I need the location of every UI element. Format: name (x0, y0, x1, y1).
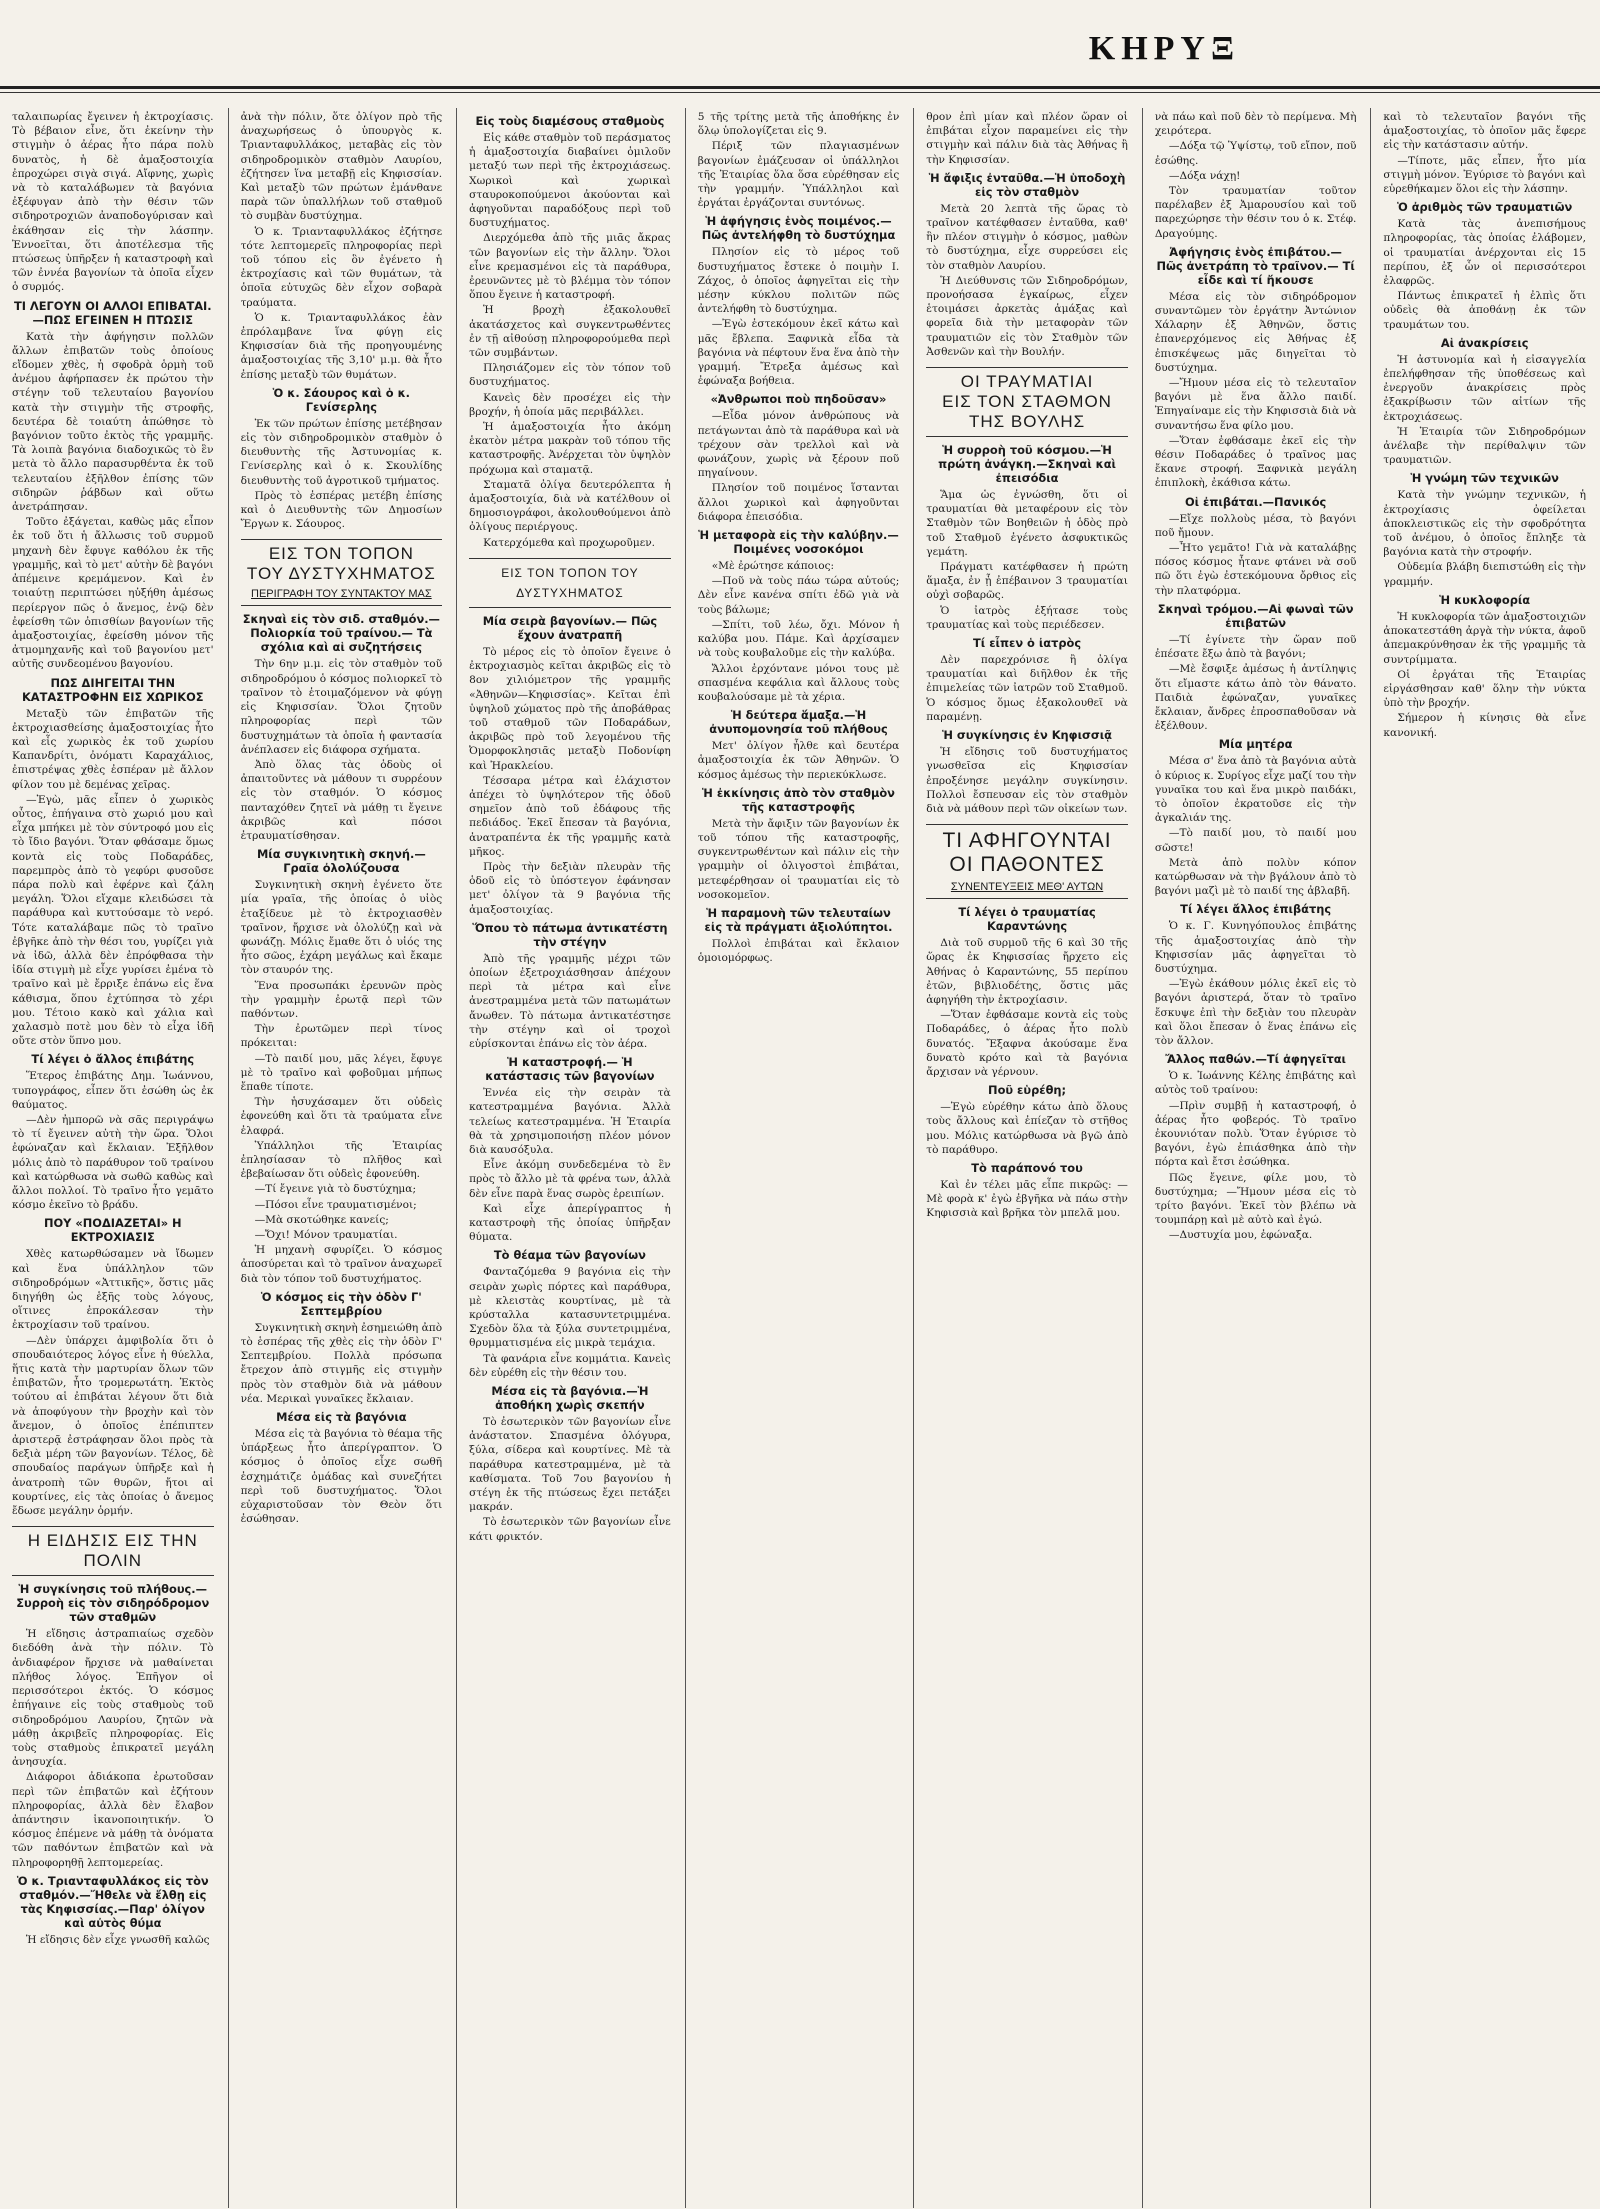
article-paragraph: —Δόξα τῷ Ὑψίστῳ, τοῦ εἴπον, ποῦ ἐσώθης. (1154, 140, 1357, 167)
article-paragraph: Ἡ Διεύθυνσις τῶν Σιδηροδρόμων, προνοήσασα ἐγκαίρως, εἶχεν ἑτοιμάσει ἀρκετὰς ἁμάξας καὶ φορεῖα διὰ τὴν μεταφορὰν τῶν τραυματιῶν εἰς τὸν Σταθμὸν τῶν Ἀσθενῶν καὶ τὴν Βουλήν. (926, 274, 1128, 358)
section-subheading: Ἡ ἄφιξις ἐνταῦθα.—Ἡ ὑποδοχὴ εἰς τὸν σταθμὸν (928, 170, 1126, 199)
article-paragraph: —Τί ἔγεινε γιὰ τὸ δυστύχημα; (254, 1183, 417, 1196)
section-subheading: Τὸ θέαμα τῶν βαγονίων (493, 1248, 646, 1263)
masthead-rule-thin (0, 92, 1600, 93)
article-paragraph: Πρὸς τὸ ἑσπέρας μετέβη ἐπίσης καὶ ὁ Διευθυντὴς τῶν Δημοσίων Ἔργων κ. Σάουρος. (240, 489, 443, 531)
section-subheading: Τὸ παράπονό του (971, 1160, 1083, 1175)
article-paragraph: Μεταξὺ τῶν ἐπιβατῶν τῆς ἐκτροχιασθείσης ἀμαξοστοιχίας ἦτο καὶ εἷς χωρικὸς ἐκ τοῦ χωρίου Καπανδρίτι, ὀνόματι Καραχάλιος, ἐπιστρέψας χθὲς ἐσπέραν μὲ ἄλλον φίλον του μὲ δεμένας χεῖρας. (12, 707, 214, 791)
article-paragraph: Τὴν ἡσυχάσαμεν ὅτι οὐδεὶς ἐφονεύθη καὶ ὅτι τὰ τραύματα εἶνε ἐλαφρά. (240, 1096, 443, 1137)
article-paragraph: Ἡ κυκλοφορία τῶν ἁμαξοστοιχιῶν ἀποκατεστάθη ἀργὰ τὴν νύκτα, ἀφοῦ ἀπεμακρύνθησαν ἐκ τῆς γραμμῆς τὰ συντρίμματα. (1383, 610, 1586, 666)
newspaper-title: ΚΗΡΥΞ (1088, 30, 1240, 67)
article-paragraph: Μετὰ 20 λεπτὰ τῆς ὥρας τὸ τραῖνον κατέφθασεν ἐνταῦθα, καθ' ἣν πλέον στιγμὴν ὁ κόσμος, μαθὼν τὸ δυστύχημα, εἶχε συρρεύσει εἰς τὸν σταθμὸν Λαυρίου. (926, 202, 1128, 272)
section-subheading: Τί εἶπεν ὁ ἰατρὸς (973, 636, 1082, 651)
section-subheading: Ὁ κόσμος εἰς τὴν ὁδὸν Γ' Σεπτεμβρίου (260, 1289, 422, 1318)
article-paragraph: Τὰ φανάρια εἶνε κομμάτια. Κανεὶς δὲν εὑρέθη εἰς τὴν θέσιν του. (469, 1352, 671, 1379)
article-paragraph: Μετὰ τὴν ἄφιξιν τῶν βαγονίων ἐκ τοῦ τόπου τῆς καταστροφῆς, συγκεντρωθέντων καὶ πάλιν εἰς τὴν γραμμὴν οἱ ὀλιγοστοὶ ἐπιβάται, μετεφέρθησαν οἱ τραυματίαι εἰς τὸ νοσοκομεῖον. (697, 817, 900, 901)
article-paragraph: Εἰς κάθε σταθμὸν τοῦ περάσματος ἡ ἁμαξοστοιχία διαβαίνει ὁμιλοῦν μεταξύ των περὶ τῆς ἐκτροχιάσεως. Χωρικοὶ καὶ χωρικαὶ σταυροκοπούμενοι ἀκούονται καὶ ἀφηγοῦνται παραδόξους περὶ τοῦ δυστυχήματος. (469, 132, 671, 230)
article-paragraph: Ὁ κ. Τριανταφυλλάκος ἐζήτησε τότε λεπτομερεῖς πληροφορίας περὶ τοῦ τόπου εἰς ὃν ἐγένετο ἡ ἐκτροχίασις καὶ τῶν θυμάτων, τὰ ὁποῖα εὐτυχῶς δὲν εἶχον σοβαρὰ τραύματα. (240, 225, 443, 309)
article-paragraph: —Ὅταν ἐφθάσαμε ἐκεῖ εἰς τὴν θέσιν Ποδαράδες ὁ τραῖνος μας ἔκανε στροφή. Ξαφνικὰ μεγάλη ἐπιπλοκὴ, ἐκάθισα κάτω. (1154, 434, 1357, 490)
article-paragraph: Πῶς ἔγεινε, φίλε μου, τὸ δυστύχημα; —Ἤμουν μέσα εἰς τὸ τρίτο βαγόνι. Ἐκεῖ τὸν βλέπω νὰ τουμπάρῃ καὶ μὲ αὐτὸ καὶ ἐγώ. (1154, 1171, 1357, 1227)
article-paragraph: —Ἐγὼ ἐκάθουν μόλις ἐκεῖ εἰς τὸ βαγόνι ἀριστερά, ὅταν τὸ τραῖνο ἔσκυψε ἐπὶ τὴν δεξιὰν του πλευρὰν καὶ ὅλοι ἔπεσαν ὁ ἕνας ἐπάνω εἰς τὸν ἄλλον. (1154, 978, 1357, 1047)
headline-line: ΤΟΥ ΔΥΣΤΥΧΗΜΑΤΟΣ (246, 564, 436, 584)
section-subheading: Ὁ κ. Τριανταφυλλάκος εἰς τὸν σταθμόν.—Ἤθελε νὰ ἔλθῃ εἰς τὰς Κηφισσίας.—Παρ' ὀλίγον καὶ αὐτὸς θύμα (16, 1873, 209, 1930)
section-subheading: Τί λέγει ὁ ἄλλος ἐπιβάτης (31, 1052, 195, 1067)
headline-line: ΟΙ ΤΡΑΥΜΑΤΙΑΙ (960, 372, 1094, 392)
article-paragraph: Οὐδεμία βλάβη διεπιστώθη εἰς τὴν γραμμήν. (1383, 561, 1586, 588)
article-paragraph: Χθὲς κατωρθώσαμεν νὰ ἴδωμεν καὶ ἕνα ὑπάλληλον τῶν σιδηροδρόμων «Ἀττικῆς», ὅστις μᾶς διηγήθη ὡς ἑξῆς τοὺς λόγους, οἵτινες ἐπροκάλεσαν τὴν ἐκτροχίασιν τοῦ τραίνου. (12, 1248, 214, 1332)
column-7 (1371, 108, 1600, 2208)
article-paragraph: Πάντως ἐπικρατεῖ ἡ ἐλπὶς ὅτι οὐδεὶς θὰ ἀποθάνῃ ἐκ τῶν τραυμάτων του. (1383, 290, 1586, 331)
article-paragraph: Ἡ εἴδησις τοῦ δυστυχήματος γνωσθεῖσα εἰς Κηφισσίαν ἐπροξένησε μεγάλην συγκίνησιν. Πολλοὶ ἔσπευσαν εἰς τὸν σταθμὸν διὰ νὰ μάθουν περὶ τῶν οἰκείων των. (926, 746, 1128, 815)
article-paragraph: —Ἤμουν μέσα εἰς τὸ τελευταῖον βαγόνι μὲ ἕνα ἄλλο παιδί. Ἐπηγαίναμε εἰς τὴν Κηφισσιὰ διὰ νὰ συναντήσω ἕνα φίλο μου. (1154, 377, 1357, 432)
section-subheading: Ἡ παραμονὴ τῶν τελευταίων εἰς τὰ πράγματι ἀξιολύπητοι. (704, 905, 893, 934)
headline-line: ΤΙ ΑΦΗΓΟΥΝΤΑΙ (942, 829, 1112, 853)
column-5 (914, 108, 1143, 2208)
section-subheading: Αἱ ἀνακρίσεις (1440, 335, 1529, 350)
section-subheading: Ἡ μεταφορὰ εἰς τὴν καλύβην.— Ποιμένες νοσοκόμοι (698, 528, 899, 557)
section-subheading: Ἡ κυκλοφορία (1439, 592, 1531, 607)
article-paragraph: Οἱ ἐργάται τῆς Ἑταιρίας εἰργάσθησαν καθ' ὅλην τὴν νύκτα ὑπὸ τὴν βροχήν. (1383, 668, 1586, 710)
article-paragraph: —Ὄχι! Μόνον τραυματίαι. (254, 1229, 398, 1241)
article-paragraph: Πολλοὶ ἐπιβάται καὶ ἔκλαιον ὁμοιομόρφως. (697, 937, 900, 965)
article-paragraph: —Ἐγὼ, μᾶς εἶπεν ὁ χωρικὸς οὗτος, ἐπήγαινα στὸ χωριό μου καὶ εἶχα μπήκει μὲ τὸν σύντροφό μου εἰς τὸ ἴδιο βαγόνι. Ὅταν φθάσαμε ὅμως κοντὰ εἰς τοὺς Ποδαράδες, παρεμπρὸς ἀπὸ τὸ γεφύρι φυσοῦσε πάρα πολὺ καὶ ἐφέρνε καὶ ζάλη μεγάλη. Ὅλοι εἴχαμε κλειδώσει τὰ παράθυρα καὶ κυττούσαμε τὸ νερό. Τότε καταλάβαμε πῶς τὸ τραῖνο ἐβγῆκε ἀπὸ τὴν θέσι του, γυρίζει γιὰ νὰ ἰδῶ, ἀλλὰ δὲν ἐπρόφθασα τὴν ἰδία στιγμὴ μὲ εἶχε γυρίσει ἐμένα τὸ τραῖνο καὶ μὲ ἔρριξε ἐπάνω εἰς ἕνα κάθισμα, ὅπου ἐχτύπησα τὸ χέρι μου. Τέτοιο κακὸ καὶ χάλια καὶ χαλασμὸ ποτὲ μου δὲν τὸ εἶχα ἰδῆ οὔτε στὸν ὕπνο μου. (12, 793, 214, 1048)
article-paragraph: —Εἶδα μόνον ἀνθρώπους νὰ πετάγωνται ἀπὸ τὰ παράθυρα καὶ νὰ τρέχουν σὰν τρελλοὶ καὶ νὰ φωνάζουν, χωρὶς νὰ ξέρουν ποῦ πηγαίνουν. (697, 410, 900, 480)
headline-subtitle: ΣΥΝΕΝΤΕΥΞΕΙΣ ΜΕΘ' ΑΥΤΩΝ (950, 881, 1104, 894)
article-paragraph: Διερχόμεθα ἀπὸ τῆς μιᾶς ἄκρας τῶν βαγονίων εἰς τὴν ἄλλην. Ὅλοι εἶνε κρεμασμένοι εἰς τὰ παράθυρα, ἐρευνῶντες μὲ τὸ βλέμμα τὸν τόπον ὅπου ἔγεινε ἡ καταστροφή. (469, 232, 671, 302)
article-paragraph: Δὲν παρεχρόνισε ἢ ὀλίγα τραυματίαι καὶ διῆλθον ἐκ τῆς ἐπιμελείας τῶν ἰατρῶν τοῦ Σταθμοῦ. Ὁ κόσμος ὅμως ἐξακολουθεῖ νὰ παραμένῃ. (926, 654, 1128, 723)
section-subheading: Ποῦ εὑρέθη; (988, 1083, 1067, 1098)
article-paragraph: Ἄλλοι ἐρχόντανε μόνοι τους μὲ σπασμένα κεφάλια καὶ ἄλλους τοὺς κουβαλούσαμε μὲ τὰ χέρια. (697, 662, 900, 703)
section-subheading: ΠΩΣ ΔΙΗΓΕΙΤΑΙ ΤΗΝ ΚΑΤΑΣΤΡΟΦΗΝ ΕΙΣ ΧΩΡΙΚΟΣ (21, 675, 204, 704)
article-paragraph: Ἅμα ὡς ἐγνώσθη, ὅτι οἱ τραυματίαι θὰ μεταφέρουν εἰς τὸν Σταθμὸν τῶν Βοηθειῶν ἡ ὁδὸς πρὸ τοῦ Σταθμοῦ ἐγένετο ἀσφυκτικῶς γεμάτη. (926, 489, 1128, 558)
headline-line: ΕΙΣ ΤΟΝ ΤΟΠΟΝ ΤΟΥ ΔΥΣΤΥΧΗΜΑΤΟΣ (501, 565, 639, 600)
article-paragraph: Μετ' ὀλίγον ἦλθε καὶ δευτέρα ἁμαξοστοιχία ἐκ τῶν Ἀθηνῶν. Ὁ κόσμος ἀμέσως τὴν περιεκύκλωσε. (697, 740, 900, 781)
article-paragraph: 5 τῆς τρίτης μετὰ τῆς ἀποθήκης ἐν ὅλῳ ὑπολογίζεται εἰς 9. (697, 111, 900, 138)
article-paragraph: καὶ τὸ τελευταῖον βαγόνι τῆς ἁμαξοστοιχίας, τὸ ὁποῖον μᾶς ἔφερε εἰς τὴν κατάστασιν αὐτήν. (1383, 111, 1586, 152)
section-subheading: Ἡ συγκίνησις τοῦ πλήθους.— Συρροὴ εἰς τὸν σιδηρόδρομον τῶν σταθμῶν (16, 1582, 210, 1625)
article-paragraph: Ἐννέα εἰς τὴν σειρὰν τὰ κατεστραμμένα βαγόνια. Ἀλλὰ τελείως κατεστραμμένα. Ἡ Ἑταιρία θὰ τὰ χρησιμοποιήσῃ πλέον μόνον διὰ καυσόξυλα. (469, 1087, 671, 1156)
article-paragraph: Πρὸς τὴν δεξιὰν πλευρὰν τῆς ὁδοῦ εἰς τὸ ὑπόστεγον ἐφάνησαν μετ' ὀλίγον τὰ 9 βαγόνια τῆς ἁμαξοστοιχίας. (469, 860, 671, 916)
article-paragraph: Διάφοροι ἀδιάκοπα ἐρωτοῦσαν περὶ τῶν ἐπιβατῶν καὶ ἐζήτουν πληροφορίας, ἀλλὰ δὲν ἔλαβον ἀπάντησιν ἱκανοποιητικήν. Ὁ κόσμος ἐπέμενε νὰ μάθῃ τὰ ὀνόματα τῶν παθόντων ἐπιβατῶν καὶ νὰ πληροφορηθῇ λεπτομερείας. (12, 1771, 214, 1869)
column-4 (686, 108, 915, 2208)
article-paragraph: —Εἴχε πολλοὺς μέσα, τὸ βαγόνι ποῦ ἤμουν. (1154, 512, 1357, 539)
article-paragraph: Καὶ ἐν τέλει μᾶς εἶπε πικρῶς: —Μὲ φορὰ κ' ἐγὼ ἐβγῆκα νὰ πάω στὴν Κηφισσιὰ καὶ βρῆκα τὸν μπελᾶ μου. (926, 1178, 1128, 1220)
article-paragraph: Πλησίον τοῦ ποιμένος ἵστανται ἄλλοι χωρικοὶ καὶ ἀφηγοῦνται διάφορα ἐπεισόδια. (697, 482, 900, 523)
article-paragraph: Εἶνε ἀκόμη συνδεδεμένα τὸ ἓν πρὸς τὸ ἄλλο μὲ τὰ φρένα των, ἀλλὰ δὲν εἶνε παρὰ ἕνας σωρὸς ἐρειπίων. (469, 1159, 671, 1200)
headline-line: ΕΙΣ ΤΟΝ ΤΟΠΟΝ (268, 544, 414, 564)
headline-subtitle: ΠΕΡΙΓΡΑΦΗ ΤΟΥ ΣΥΝΤΑΚΤΟΥ ΜΑΣ (251, 588, 432, 601)
section-subheading: Ἡ ἐκκίνησις ἀπὸ τὸν σταθμὸν τῆς καταστροφῆς (702, 785, 895, 814)
section-subheading: Ἄλλος παθών.—Τί ἀφηγεῖται (1165, 1052, 1346, 1067)
section-subheading: ΠΟΥ «ΠΟΔΙΑΖΕΤΑΙ» Η ΕΚΤΡΟΧΙΑΣΙΣ (43, 1216, 182, 1245)
section-subheading: Μία σειρὰ βαγονίων.— Πῶς ἔχουν ἀνατραπῆ (482, 613, 658, 642)
article-paragraph: —Ποῦ νὰ τοὺς πάω τώρα αὐτούς; Δὲν εἶνε κανένα σπίτι ἐδῶ γιὰ νὰ τοὺς βάλωμε; (697, 575, 900, 616)
article-paragraph: Ἡ μηχανὴ σφυρίζει. Ὁ κόσμος ἀποσύρεται καὶ τὸ τραῖνον ἀναχωρεῖ διὰ τὸν τόπον τοῦ δυστυχήματος. (240, 1244, 443, 1285)
article-paragraph: Μέσα εἰς τὰ βαγόνια τὸ θέαμα τῆς ὑπάρξεως ἦτο ἀπερίγραπτον. Ὁ κόσμος ὁ ὁποῖος εἶχε σωθῆ ἐσχημάτιζε ὁμάδας καὶ συνεζήτει περὶ τοῦ δυστυχήματος. Ὅλοι εὐχαριστοῦσαν τὸν Θεὸν ὅτι ἐσώθησαν. (240, 1428, 443, 1526)
article-paragraph: Τέσσαρα μέτρα καὶ ἐλάχιστον ἀπέχει τὸ ὑψηλότερον τῆς ὁδοῦ σημεῖον ἀπὸ τοῦ ἐδάφους τῆς πεδιάδος. Ἐκεῖ ἔπεσαν τὰ βαγόνια, ἀνατραπέντα ἐκ τῆς γραμμῆς κατὰ μῆκος. (469, 774, 671, 858)
article-paragraph: Ἕνα προσωπάκι ἐρευνῶν πρὸς τὴν γραμμὴν ἐρωτᾷ περὶ τῶν παθόντων. (240, 979, 443, 1020)
article-paragraph: Μέσα σ' ἕνα ἀπὸ τὰ βαγόνια αὐτὰ ὁ κύριος κ. Συρίγος εἶχε μαζί του τὴν γυναῖκα του καὶ ἕνα μικρὸ παιδάκι, τὸ ὁποῖον ἐκρατοῦσε εἰς τὴν ἀγκαλιάν της. (1154, 755, 1357, 825)
section-subheading: Μία μητέρα (1218, 737, 1293, 752)
article-paragraph: Τὸ ἐσωτερικὸν τῶν βαγονίων εἶνε κάτι φρικτόν. (469, 1516, 671, 1543)
article-paragraph: Πλησιάζομεν εἰς τὸν τόπον τοῦ δυστυχήματος. (469, 362, 671, 389)
section-subheading: Ἡ συρροὴ τοῦ κόσμου.—Ἡ πρώτη ἀνάγκη.—Σκηναὶ καὶ ἐπεισόδια (938, 443, 1116, 486)
section-headline (469, 558, 671, 608)
section-headline (926, 367, 1128, 437)
section-headline (241, 539, 443, 606)
article-paragraph: Ἕτερος ἐπιβάτης Δημ. Ἰωάννου, τυπογράφος, εἶπεν ὅτι ἐσώθη ὡς ἐκ θαύματος. (12, 1070, 214, 1111)
section-subheading: Ὅπου τὸ πάτωμα ἀντικατέστη τὴν στέγην (472, 920, 668, 949)
article-paragraph: —Μὰ σκοτώθηκε κανείς; (254, 1213, 389, 1226)
section-subheading: Ὁ κ. Σάουρος καὶ ὁ κ. Γενίσερλης (272, 385, 411, 414)
article-paragraph: Ἡ βροχὴ ἐξακολουθεῖ ἀκατάσχετος καὶ συγκεντρωθέντες ἐν τῇ αἰθούσῃ πληροφορούμεθα περὶ τῶν συμβάντων. (469, 304, 671, 360)
article-paragraph: Πλησίον εἰς τὸ μέρος τοῦ δυστυχήματος ἔστεκε ὁ ποιμὴν Ι. Ζάχος, ὁ ὁποῖος ἀφηγεῖται εἰς τὴν μέσην κύκλου πολιτῶν πῶς ἀντελήφθη τὸ δυστύχημα. (697, 246, 900, 316)
article-paragraph: Σήμερον ἡ κίνησις θὰ εἶνε κανονική. (1383, 712, 1586, 739)
article-paragraph: —Τὸ παιδί μου, μᾶς λέγει, ἔφυγε μὲ τὸ τραῖνο καὶ φοβοῦμαι μήπως ἔπαθε τίποτε. (240, 1052, 443, 1093)
article-paragraph: —Δόξα νάχῃ! (1168, 169, 1241, 182)
article-paragraph: —Πρὶν συμβῇ ἡ καταστροφή, ὁ ἀέρας ἦτο φοβερός. Τὸ τραῖνο ἐκουνιόταν πολὺ. Ὅταν ἐγύρισε τὸ βαγόνι, ἐγὼ ἐπιάσθηκα ἀπὸ τὴν πόρτα καὶ ἔτσι ἐσώθηκα. (1154, 1099, 1357, 1169)
section-subheading: Ὁ ἀριθμὸς τῶν τραυματιῶν (1397, 200, 1573, 215)
article-paragraph: Ἀπὸ ὅλας τὰς ὁδοὺς οἱ ἀπαιτοῦντες νὰ μάθουν τι συρρέουν εἰς τὸν σταθμόν. Ὁ κόσμος πανταχόθεν ζητεῖ νὰ μάθῃ τι ἔγεινε ἀκριβῶς καὶ πόσοι ἐτραυματίσθησαν. (240, 758, 443, 842)
headline-line: Η ΕΙΔΗΣΙΣ ΕΙΣ ΤΗΝ ΠΟΛΙΝ (27, 1531, 198, 1571)
article-paragraph: Κατὰ τὴν γνώμην τεχνικῶν, ἡ ἐκτροχίασις ὀφείλεται ἀποκλειστικῶς εἰς τὴν σφοδρότητα τοῦ ἀνέμου, ὁ ὁποῖος ἔπληξε τὰ βαγόνια κατὰ τὴν στροφήν. (1383, 489, 1586, 559)
article-paragraph: Διὰ τοῦ συρμοῦ τῆς 6 καὶ 30 τῆς ὥρας ἐκ Κηφισσίας ἤρχετο εἰς Ἀθήνας ὁ Καραντώνης, 55 περίπου ἐτῶν, βιβλιοδέτης, ὅστις μᾶς ἀφηγήθη τὴν ἐκτροχίασιν. (926, 937, 1128, 1006)
section-subheading: Εἰς τοὺς διαμέσους σταθμοὺς (475, 114, 665, 128)
article-paragraph: Καὶ εἶχε ἀπερίγραπτος ἡ καταστροφὴ τῆς ὁποίας ὑπῆρξαν θύματα. (469, 1202, 671, 1244)
article-paragraph: Σταματᾶ ὀλίγα δευτερόλεπτα ἡ ἁμαξοστοιχία, διὰ νὰ κατέλθουν οἱ δημοσιογράφοι, ἀκολουθούμενοι ἀπὸ ὀλίγους περιέργους. (469, 478, 671, 534)
article-paragraph: θρον ἐπὶ μίαν καὶ πλέον ὥραν οἱ ἐπιβάται εἶχον παραμείνει εἰς τὴν στιγμὴν καὶ πάλιν διὰ τὰς Ἀθήνας ἢ τὴν Κηφισσίαν. (926, 111, 1128, 166)
section-subheading: Ἡ γνώμη τῶν τεχνικῶν (1410, 471, 1559, 486)
article-paragraph: —Τί ἐγίνετε τὴν ὥραν ποῦ ἐπέσατε ἔξω ἀπὸ τὰ βαγόνι; (1154, 633, 1357, 661)
article-paragraph: Πράγματι κατέφθασεν ἡ πρώτη ἅμαξα, ἐν ᾗ ἐπέβαινον 3 τραυματίαι οὐχὶ σοβαρῶς. (926, 561, 1128, 602)
article-paragraph: —Τίποτε, μᾶς εἶπεν, ἦτο μία στιγμὴ μόνον. Ἐγύρισε τὸ βαγόνι καὶ εὑρεθήκαμεν ὅλοι εἰς τὴν λάσπην. (1383, 154, 1586, 196)
headline-line: ΕΙΣ ΤΟΝ ΣΤΑΘΜΟΝ ΤΗΣ ΒΟΥΛΗΣ (942, 392, 1112, 432)
article-paragraph: —Ὅταν ἐφθάσαμε κοντὰ εἰς τοὺς Ποδαράδες, ὁ ἀέρας ἦτο πολὺ δυνατός. Ἔξαφνα ἀκούσαμε ἕνα δυνατὸ κρότο καὶ τὰ βαγόνια ἄρχισαν νὰ γέρνουν. (926, 1009, 1128, 1078)
article-paragraph: Ὁ κ. Γ. Κυνηγόπουλος ἐπιβάτης τῆς ἁμαξοστοιχίας ἀπὸ τὴν Κηφισσίαν μᾶς ἀφηγεῖται τὸ δυστύχημα. (1154, 920, 1357, 975)
article-paragraph: —Σπίτι, τοῦ λέω, ὄχι. Μόνον ἡ καλύβα μου. Πάμε. Καὶ ἀρχίσαμεν νὰ τοὺς κουβαλοῦμε εἰς τὴν καλύβα. (697, 618, 900, 660)
article-paragraph: Τὸ ἐσωτερικὸν τῶν βαγονίων εἶνε ἀνάστατον. Σπασμένα ὁλόγυρα, ξύλα, σίδερα καὶ κουρτίνες. Μὲ τὰ παράθυρα κατεστραμμένα, μὲ τὰ καθίσματα. Τοῦ 7ου βαγονίου ἡ στέγη ἐκ τῆς πτώσεως ἔχει πετάξει μακράν. (469, 1416, 671, 1514)
article-paragraph: —Δὲν ἠμπορῶ νὰ σᾶς περιγράψω τὸ τί ἔγεινεν αὐτὴ τὴν ὥρα. Ὅλοι ἐφώναζαν καὶ ἔκλαιαν. Ἐξῆλθον μόλις ἀπὸ τὸ παράθυρον τοῦ τραίνου καὶ κατώρθωσα νὰ σωθῶ καθὼς καὶ ἄλλοι πολλοί. Τὸ τραῖνο ἦτο γεμᾶτο κόσμο ἐκεῖνο τὸ βράδυ. (12, 1114, 214, 1212)
article-paragraph: —Πόσοι εἶνε τραυματισμένοι; (254, 1198, 417, 1211)
masthead (0, 0, 1600, 112)
article-paragraph: Τὸ μέρος εἰς τὸ ὁποῖον ἔγεινε ὁ ἐκτροχιασμὸς κεῖται ἀκριβῶς εἰς τὸ 8ον χιλιόμετρον τῆς γραμμῆς «Ἀθηνῶν—Κηφισσίας». Κεῖται ἐπὶ ὑψηλοῦ χώματος πρὸ τῆς ἀποβάθρας τοῦ σταθμοῦ τῶν Ποδαράδων, ἀκριβῶς πρὸ τοῦ λεγομένου τῆς Ὀμορφοκλησιᾶς μεταξὺ Ποδονίφη καὶ Ἠρακλείου. (469, 645, 671, 772)
article-paragraph: Τὴν 6ην μ.μ. εἰς τὸν σταθμὸν τοῦ σιδηροδρόμου ὁ κόσμος πολιορκεῖ τὸ τραῖνον τὸ ἑτοιμαζόμενον νὰ φύγῃ εἰς Κηφισσίαν. Ὅλοι ζητοῦν πληροφορίας περὶ τῶν δυστυχημάτων τὰ ὁποῖα ἡ φαντασία ἀνέπλασεν εἰς διάφορα σχήματα. (240, 658, 443, 756)
article-paragraph: Ἡ Ἑταιρία τῶν Σιδηροδρόμων ἀνέλαβε τὴν περίθαλψιν τῶν τραυματιῶν. (1383, 425, 1586, 467)
section-subheading: «Ἀνθρωποι ποὺ πηδοῦσαν» (710, 392, 887, 407)
article-paragraph: Τὸν τραυματίαν τοῦτον παρέλαβεν ἐξ Ἀμαρουσίου καὶ τοῦ παρεχώρησε τὴν θέσιν του ὁ κ. Στέφ. Δραγούμης. (1154, 185, 1357, 240)
article-paragraph: Κατὰ τὰς ἀνεπισήμους πληροφορίας, τὰς ὁποίας ἐλάβομεν, οἱ τραυματίαι ἀνέρχονται εἰς 15 περίπου, ἐξ ὧν οἱ περισσότεροι ἐλαφρῶς. (1383, 218, 1586, 288)
column-6 (1143, 108, 1372, 2208)
article-paragraph: —Δὲν ὑπάρχει ἀμφιβολία ὅτι ὁ σπουδαιότερος λόγος εἶνε ἡ θύελλα, ἥτις κατὰ τὴν μαρτυρίαν ὅλων τῶν ἐπιβατῶν, ἦτο τρομερωτάτη. Ἐκτὸς τούτου αἱ ἐπιβάται λέγουν ὅτι διὰ νὰ ἀποφύγουν τὴν βροχὴν καὶ τὸν ἄνεμον, ὁ ὁποῖος ἐπέπιπτεν ἀριστερᾷ ἐστράφησαν ὅλοι πρὸς τὰ δεξιὰ μέρη τῶν βαγονίων. Τέλος, δὲ σπουδαίος παράγων ὑπῆρξε καὶ ἡ ἀνατροπὴ τῶν θυρῶν, ἤτοι αἱ κουρτίνες, εἰς τὰς ὁποίας ὁ ἄνεμος ἔδωσε μεγάλην ὁρμήν. (12, 1334, 214, 1518)
article-paragraph: Κατὰ τὴν ἀφήγησιν πολλῶν ἄλλων ἐπιβατῶν τοὺς ὁποίους εἴδομεν χθὲς, ἡ σφοδρὰ ὁρμὴ τοῦ ἀνέμου ἀφήρπασεν ἐκ πρώτου τὴν στέγην τοῦ τελευταίου βαγονίου κατὰ τὴν στιγμὴν τῆς στροφῆς, δευτέρα δὲ τοιαύτη ἀπώθησε τὸ βαγόνιον τοῦτο ἐκτὸς τῆς γραμμῆς. Τὰ λοιπὰ βαγόνια διαδοχικῶς τὸ ἓν μετὰ τὸ ἄλλο παρασυρθέντα ἐκ τοῦ τελευταίου ἐξῆλθον ἐπίσης τῶν σιδηρῶν ῥάβδων καὶ οὕτω ἀνετράπησαν. (12, 330, 214, 514)
article-paragraph: —Τὸ παιδί μου, τὸ παιδί μου σῶστε! (1154, 827, 1357, 854)
section-subheading: Ἡ συγκίνησις ἐν Κηφισσιᾷ (942, 728, 1113, 743)
article-paragraph: Ὑπάλληλοι τῆς Ἑταιρίας ἐπλησίασαν τὸ πλῆθος καὶ ἐβεβαίωσαν ὅτι οὐδεὶς ἐφονεύθη. (240, 1139, 443, 1181)
article-paragraph: Συγκινητικὴ σκηνὴ ἐσημειώθη ἀπὸ τὸ ἑσπέρας τῆς χθὲς εἰς τὴν ὁδὸν Γ' Σεπτεμβρίου. Πολλὰ πρόσωπα ἔτρεχον ἀπὸ στιγμῆς εἰς στιγμὴν πρὸς τὸν σταθμὸν διὰ νὰ μάθουν νέα. Μερικαὶ γυναῖκες ἔκλαιαν. (240, 1321, 443, 1405)
article-paragraph: ταλαιπωρίας ἔγεινεν ἡ ἐκτροχίασις. Τὸ βέβαιον εἶνε, ὅτι ἐκείνην τὴν στιγμὴν ὁ ἀέρας ἦτο πάρα πολὺ δυνατὸς, ἡ δὲ ἀμαξοστοιχία ἐπροχώρει σιγὰ σιγά. Αἴφνης, χωρὶς νὰ τὸ καταλάβωμεν τὰ βαγόνια ἐξέφυγαν ἀπὸ τὴν θέσιν τῶν σιδηροτροχιῶν ἀναποδογύρισαν καὶ ἐκάθησαν εἰς τὴν λάσπην. Ἐννοεῖται, ὅτι ἀποτέλεσμα τῆς πτώσεως ὑπῆρξεν ἡ καταστροφὴ καὶ τῶν ἐννέα βαγονίων τὰ ὁποῖα εἶχεν ὁ συρμός. (12, 111, 214, 294)
section-subheading: Τί λέγει ἄλλος ἐπιβάτης (1180, 902, 1332, 917)
section-subheading: Ἀφήγησις ἑνὸς ἐπιβάτου.— Πῶς ἀνετράπη τὸ τραῖνον.— Τί εἶδε καὶ τί ἤκουσε (1156, 244, 1355, 287)
section-subheading: Ἡ καταστροφή.— Ἡ κατάστασις τῶν βαγονίων (485, 1055, 655, 1084)
article-paragraph: Ἐκ τῶν πρώτων ἐπίσης μετέβησαν εἰς τὸν σιδηροδρομικὸν σταθμὸν ὁ διευθυντὴς τῆς Ἀστυνομίας κ. Γενίσερλης καὶ ὁ κ. Σκουλίδης διευθυντὴς τοῦ ἀγροτικοῦ τμήματος. (240, 417, 443, 487)
article-paragraph: Ἡ ἀστυνομία καὶ ἡ εἰσαγγελία ἐπελήφθησαν τῆς ὑποθέσεως καὶ ἐνεργοῦν ἀνακρίσεις πρὸς ἐξακρίβωσιν τῶν αἰτίων τῆς ἐκτροχιάσεως. (1383, 353, 1586, 423)
column-1 (0, 108, 229, 2208)
article-paragraph: Κατερχόμεθα καὶ προχωροῦμεν. (483, 536, 656, 549)
section-subheading: Σκηναὶ τρόμου.—Αἱ φωναὶ τῶν ἐπιβατῶν (1157, 601, 1354, 630)
article-paragraph: —Ἐγὼ εὑρέθην κάτω ἀπὸ ὅλους τοὺς ἄλλους καὶ ἐπίεζαν τὸ στῆθος μου. Μόλις κατώρθωσα νὰ βγῶ ἀπὸ τὸ παράθυρο. (926, 1101, 1128, 1156)
column-2 (229, 108, 458, 2208)
section-subheading: ΤΙ ΛΕΓΟΥΝ ΟΙ ΑΛΛΟΙ ΕΠΙΒΑΤΑΙ.—ΠΩΣ ΕΓΕΙΝΕΝ Η ΠΤΩΣΙΣ (13, 298, 212, 327)
masthead-rule (0, 86, 1600, 89)
article-paragraph: «Μὲ ἐρώτησε κάποιος: (711, 560, 835, 573)
section-subheading: Οἱ ἐπιβάται.—Πανικός (1184, 494, 1327, 509)
article-paragraph: Ὁ κ. Τριανταφυλλάκος ἐὰν ἐπρόλαμβανε ἵνα φύγῃ εἰς Κηφισσίαν διὰ τῆς προηγουμένης ἁμαξοστοιχίας τῆς 3,10' μ.μ. θὰ ἦτο ἐπίσης μεταξὺ τῶν θυμάτων. (240, 311, 443, 381)
article-paragraph: Μετὰ ἀπὸ πολὺν κόπον κατώρθωσαν νὰ τὴν βγάλουν ἀπὸ τὸ βαγόνι μαζὶ μὲ τὸ παιδί της ἀβλαβῆ. (1154, 856, 1357, 898)
article-paragraph: Κανεὶς δὲν προσέχει εἰς τὴν βροχήν, ἡ ὁποία μᾶς περιβάλλει. (469, 391, 671, 418)
section-headline (926, 824, 1128, 899)
column-3 (457, 108, 686, 2208)
article-paragraph: —Δυστυχία μου, ἐφώναξα. (1168, 1229, 1313, 1242)
section-subheading: Τί λέγει ὁ τραυματίας Καραντώνης (958, 905, 1096, 934)
article-paragraph: ἀνὰ τὴν πόλιν, ὅτε ὀλίγον πρὸ τῆς ἀναχωρήσεως ὁ ὑπουργὸς κ. Τριανταφυλλάκος, μεταβὰς εἰς τὸν σιδηροδρομικὸν σταθμὸν Λαυρίου, ἐζήτησεν ἵνα μεταβῇ εἰς Κηφισσίαν. Καὶ μεταξὺ τῶν πρώτων ἐμάνθανε παρὰ τῶν ὑπαλλήλων τοῦ σταθμοῦ τὸ συμβὰν δυστύχημα. (240, 111, 443, 223)
article-columns (0, 108, 1600, 2208)
headline-line: ΟΙ ΠΑΘΟΝΤΕΣ (949, 853, 1105, 877)
article-paragraph: νὰ πάω καὶ ποῦ δὲν τὸ περίμενα. Μὴ χειρότερα. (1154, 111, 1357, 138)
article-paragraph: Πέριξ τῶν πλαγιασμένων βαγονίων ἐμάζευσαν οἱ ὑπάλληλοι τῆς Ἑταιρίας ὅλα ὅσα εὑρέθησαν εἰς τὴν γραμμήν. Ὑπάλληλοι καὶ ἐργάται ἐργάζονται συντόνως. (697, 140, 900, 210)
section-subheading: Σκηναὶ εἰς τὸν σιδ. σταθμόν.— Πολιορκία τοῦ τραίνου.— Τὰ σχόλια καὶ αἱ συζητήσεις (242, 612, 440, 655)
article-paragraph: Φανταζόμεθα 9 βαγόνια εἰς τὴν σειρὰν χωρὶς πόρτες καὶ παράθυρα, μὲ κλειστὰς κουρτίνας, μὲ τὰ κρύσταλλα κατασυντετριμμένα. Σχεδὸν ὅλα τὰ ξύλα συντετριμμένα, θρυμματισμένα εἰς μικρὰ τεμάχια. (469, 1266, 671, 1350)
section-subheading: Ἡ ἀφήγησις ἑνὸς ποιμένος.— Πῶς ἀντελήφθη τὸ δυστύχημα (701, 214, 896, 243)
article-paragraph: Τὴν ἐρωτῶμεν περὶ τίνος πρόκειται: (240, 1023, 443, 1050)
article-paragraph: Ἡ εἴδησις ἀστραπιαίως σχεδὸν διεδόθη ἀνὰ τὴν πόλιν. Τὸ ἀνδιαφέρον ἤρχισε νὰ μαθαίνεται πλήθος λόγος. Ἐπῆγον οἱ περισσότεροι ἐκτός. Ὁ κόσμος ἐπήγαινε εἰς τοὺς σταθμοὺς τοῦ σιδηροδρόμου Λαυρίου, ζητῶν νὰ μάθῃ ἀκριβεῖς πληροφορίας. Εἰς τοὺς σταθμοὺς ἐπικρατεῖ μεγάλη ἀνησυχία. (12, 1628, 214, 1769)
article-paragraph: —Ἐγὼ ἐστεκόμουν ἐκεῖ κάτω καὶ μᾶς ἔβλεπα. Ξαφνικὰ εἶδα τὰ βαγόνια νὰ πέφτουν ἕνα ἕνα ἀπὸ τὴν γραμμή. Ἔτρεξα ἀμέσως καὶ ἐφώναξα βοήθεια. (697, 318, 900, 388)
article-paragraph: Ἡ ἁμαξοστοιχία ἦτο ἀκόμη ἑκατὸν μέτρα μακρὰν τοῦ τόπου τῆς καταστροφῆς. Ἀνέρχεται τὸν ὑψηλὸν πρόχωμα καὶ σταματᾷ. (469, 421, 671, 476)
article-paragraph: Τοῦτο ἐξάγεται, καθὼς μᾶς εἶπον ἐκ τοῦ ὅτι ἡ ἄλλωσις τοῦ συρμοῦ μηχανὴ δὲν ἔφυγε καθόλου ἐκ τῆς γραμμῆς, καὶ τὸ μετ' αὐτὴν δὲ βαγόνι ἀπέμεινε κρεμάμενον. Καὶ ἐν τοιαύτῃ περιπτώσει ηὐξήθη ἀμέσως περίεργον πῶς ὁ ἄνεμος, ἐνῷ δὲν ἐφείσθη τῶν ὀπισθίων βαγονίων τῆς ἁμαξοστοιχίας, ἐφείσθη μόνον τῆς ἀτμομηχανῆς καὶ τοῦ βαγονίου μετ' αὐτῆς συνδεομένου βαγονίου. (12, 516, 214, 671)
article-paragraph: Ἀπὸ τῆς γραμμῆς μέχρι τῶν ὁποίων ἐξετροχιάσθησαν ἀπέχουν περὶ τὰ μέτρα καὶ εἶνε ἀνεστραμμένα μετὰ τῶν πατωμάτων ἄνωθεν. Τὸ πάτωμα ἀντικατέστησε τὴν στέγην καὶ οἱ τροχοὶ εὑρίσκονται ἐπάνω εἰς τὸν ἀέρα. (469, 952, 671, 1050)
article-paragraph: Συγκινητικὴ σκηνὴ ἐγένετο ὅτε μία γραῖα, τῆς ὁποίας ὁ υἱὸς ἐταξίδευε μὲ τὸ ἐκτροχιασθὲν τραῖνον, ἤρχισε νὰ ὀλολύζῃ καὶ νὰ φωνάζῃ. Μόλις ἔμαθε ὅτι ὁ υἱός της ἦτο σῶος, ἐχάρη μεγάλως καὶ ἔκαμε τὸν σταυρόν της. (240, 879, 443, 977)
section-subheading: Ἡ δεύτερα ἅμαξα.—Ἡ ἀνυπομονησία τοῦ πλήθους (709, 708, 888, 737)
article-paragraph: Ἡ εἴδησις δὲν εἶχε γνωσθῆ καλῶς (26, 1933, 210, 1946)
article-paragraph: —Ἦτο γεμᾶτο! Γιὰ νὰ καταλάβῃς πόσος κόσμος ἦτανε φτάνει νὰ σοῦ πῶ ὅτι ἐγὼ ἐστεκόμουνα ὄρθιος εἰς τὴν πλατφόρμα. (1154, 542, 1357, 597)
section-subheading: Μέσα εἰς τὰ βαγόνια.—Ἡ ἀποθήκη χωρὶς σκεπήν (491, 1384, 649, 1413)
article-paragraph: Ὁ κ. Ἰωάννης Κέλης ἐπιβάτης καὶ αὐτὸς τοῦ τραίνου: (1154, 1070, 1357, 1097)
section-subheading: Μία συγκινητικὴ σκηνή.— Γραῖα ὀλολύζουσα (256, 847, 426, 876)
section-headline (12, 1526, 214, 1576)
section-subheading: Μέσα εἰς τὰ βαγόνια (276, 1410, 407, 1425)
article-paragraph: Ὁ ἰατρὸς ἐξήτασε τοὺς τραυματίας καὶ τοὺς περιέδεσεν. (926, 604, 1128, 631)
article-paragraph: —Μὲ ἔσφιξε ἀμέσως ἡ ἀντίληψις ὅτι εἴμαστε κάτω ἀπὸ τὸν θάνατο. Παιδιὰ ἐφώναζαν, γυναῖκες ἔκλαιαν, ἄνδρες ἐπροσπαθοῦσαν νὰ ἐξέλθουν. (1154, 663, 1357, 733)
article-paragraph: Μέσα εἰς τὸν σιδηρόδρομον συναντῶμεν τὸν ἐργάτην Ἀντώνιον Χάλαρην ἐξ Ἀθηνῶν, ὅστις ἐπανερχόμενος εἰς Ἀθήνας ἐξ ἐπισκέψεως μᾶς διηγεῖται τὸ δυστύχημα. (1154, 290, 1357, 374)
